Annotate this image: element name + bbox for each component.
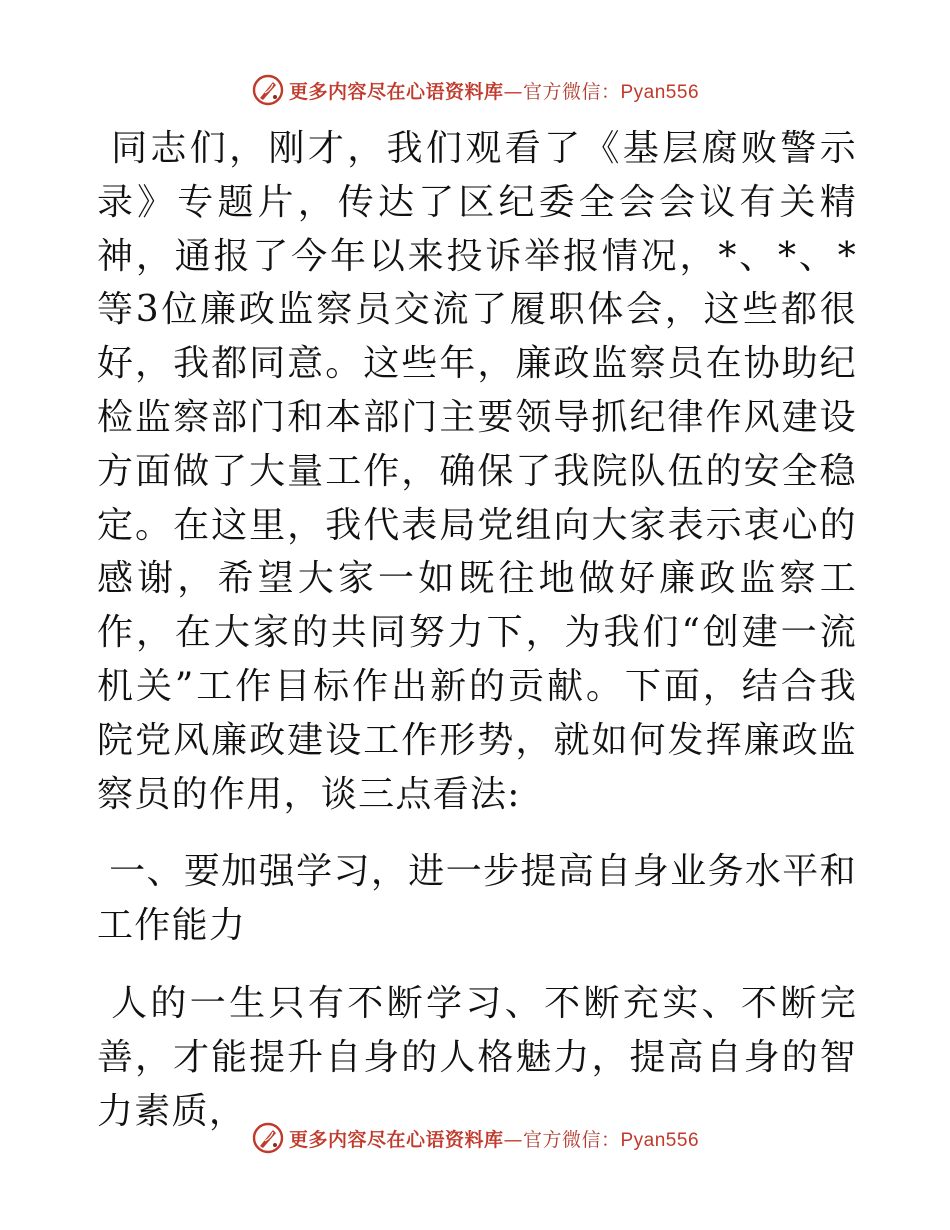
- banner-dash: —: [503, 1128, 523, 1151]
- banner-wechat-label: 官方微信：: [522, 80, 621, 103]
- section-heading-1: 一、要加强学习，进一步提高自身业务水平和工作能力: [97, 851, 857, 947]
- paragraph-section-1: 人的一生只有不断学习、不断充实、不断完善，才能提升自身的人格魅力，提高自身的智力素质，: [97, 982, 857, 1132]
- feather-pen-logo-icon: [251, 1121, 285, 1155]
- banner-main-text: 更多内容尽在心语资料库: [288, 1128, 504, 1151]
- document-body: [97, 122, 857, 1138]
- banner-text: [289, 1125, 699, 1152]
- feather-pen-logo-icon: [251, 73, 285, 107]
- footer-banner: [0, 1118, 950, 1158]
- banner-main-text: 更多内容尽在心语资料库: [288, 80, 504, 103]
- header-banner: [0, 70, 950, 110]
- banner-text: [289, 77, 699, 104]
- banner-wechat-id: Pyan556: [620, 1129, 700, 1151]
- banner-wechat-id: Pyan556: [620, 81, 700, 103]
- banner-wechat-label: 官方微信：: [522, 1128, 621, 1151]
- paragraph-opening: 同志们，刚才，我们观看了《基层腐败警示录》专题片，传达了区纪委全会会议有关精神，通报了今年以来投诉举报情况，*、*、*等3位廉政监察员交流了履职体会，这些都很好，我都同意。这些年，廉政监察员在协助纪检监察部门和本部门主要领导抓纪律作风建设方面做了大量工作，确保了我院队伍的安全稳定。在这里，我代表局党组向大家表示衷心的感谢，希望大家一如既往地做好廉政监察工作，在大家的共同努力下，为我们“创建一流机关”工作目标作出新的贡献。下面，结合我院党风廉政建设工作形势，就如何发挥廉政监察员的作用，谈三点看法:: [97, 128, 857, 815]
- banner-dash: —: [503, 80, 523, 103]
